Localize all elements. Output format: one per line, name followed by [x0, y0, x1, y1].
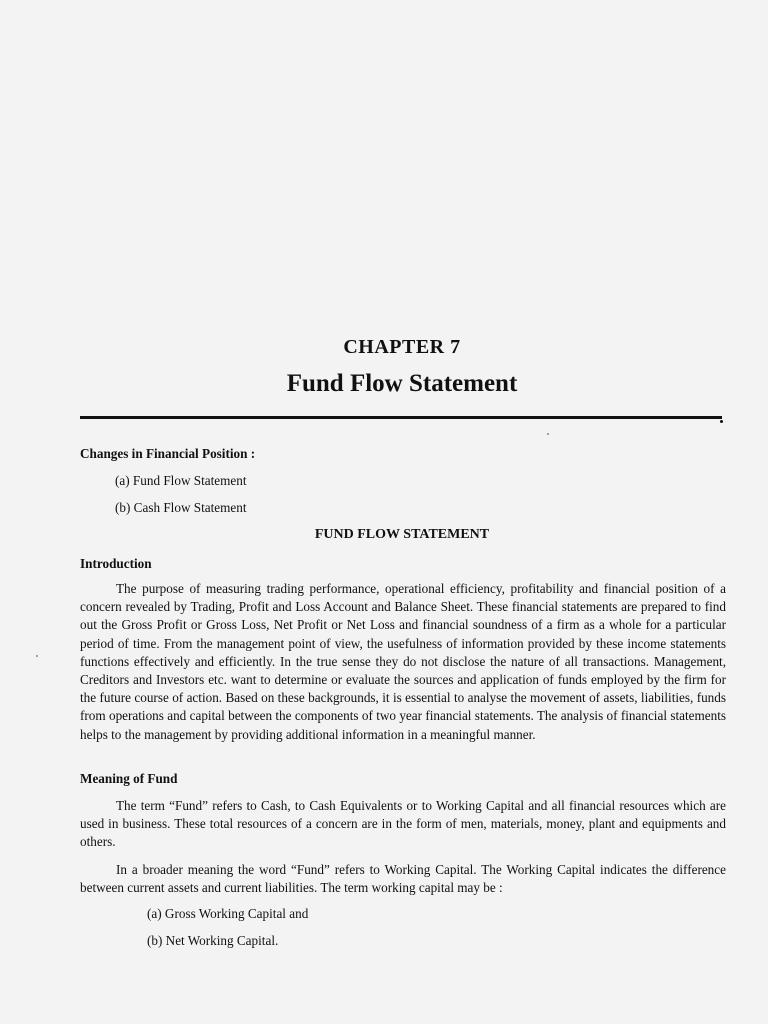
- meaning-of-fund-paragraph-2: In a broader meaning the word “Fund” refers to Working Capital. The Working Capital indicates the difference between current assets and current liabilities. The term working capital may be :: [80, 862, 726, 896]
- changes-heading: Changes in Financial Position :: [80, 446, 256, 461]
- scan-speck: [36, 655, 38, 657]
- rule-end-dot: [720, 420, 723, 423]
- chapter-label: CHAPTER 7: [343, 336, 461, 358]
- title-rule: [80, 416, 722, 419]
- changes-item-b: (b) Cash Flow Statement: [115, 500, 247, 515]
- changes-item-a: (a) Fund Flow Statement: [115, 473, 247, 488]
- scan-speck: [547, 433, 549, 435]
- meaning-of-fund-paragraph-1: The term “Fund” refers to Cash, to Cash Equivalents or to Working Capital and all financial resources which are used in business. These total resources of a concern are in the form of men, materials, money, plant and equipments and others.: [80, 798, 726, 850]
- chapter-title: Fund Flow Statement: [286, 370, 518, 397]
- working-capital-item-b: (b) Net Working Capital.: [147, 933, 279, 948]
- section-heading: FUND FLOW STATEMENT: [314, 527, 490, 542]
- meaning-of-fund-heading: Meaning of Fund: [80, 771, 178, 786]
- introduction-paragraph: The purpose of measuring trading performance, operational efficiency, profitability and financial position of a concern revealed by Trading, Profit and Loss Account and Balance Sheet. These financial statements are prepared to find out the Gross Profit or Gross Loss, Net Profit or Net Loss and financial soundness of a firm as a whole for a particular period of time. From the management point of view, the usefulness of information provided by these income statements functions effectively and efficiently. In the true sense they do not disclose the nature of all transactions. Management, Creditors and Investors etc. want to determine or evaluate the sources and application of funds employed by the firm for the future course of action. Based on these backgrounds, it is essential to analyse the movement of assets, liabilities, funds from operations and capital between the components of two year financial statements. The analysis of financial statements helps to the management by providing additional information in a meaningful manner.: [80, 581, 726, 742]
- introduction-heading: Introduction: [80, 556, 152, 571]
- working-capital-item-a: (a) Gross Working Capital and: [147, 906, 309, 921]
